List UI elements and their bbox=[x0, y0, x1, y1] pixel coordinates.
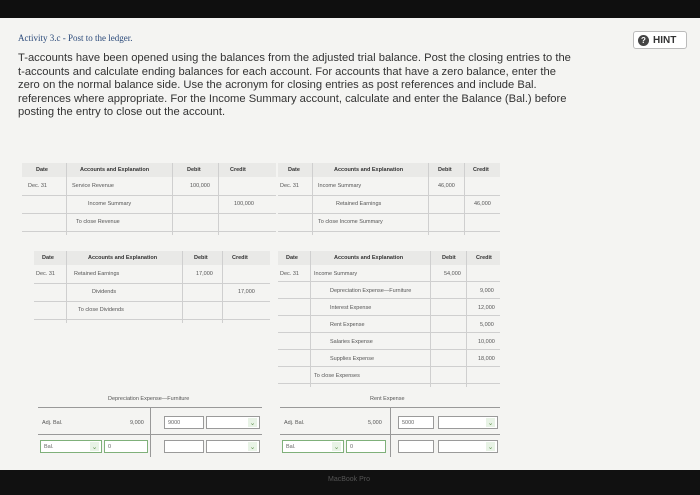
journal-credit: 5,000 bbox=[480, 322, 494, 328]
accounts-header: Accounts and Explanation bbox=[88, 255, 158, 261]
chevron-down-icon: ⌄ bbox=[91, 443, 98, 451]
credit-ref-select[interactable] bbox=[206, 416, 260, 429]
journal-explanation: To close Expenses bbox=[314, 373, 360, 379]
journal-close-dividends bbox=[34, 251, 270, 323]
hint-button[interactable] bbox=[633, 31, 687, 49]
journal-credit: 17,000 bbox=[238, 289, 255, 295]
journal-credit: 10,000 bbox=[478, 339, 495, 345]
journal-explanation: To close Revenue bbox=[76, 219, 120, 225]
t-account-rent bbox=[280, 394, 500, 464]
accounts-header: Accounts and Explanation bbox=[80, 167, 150, 173]
chevron-down-icon: ⌄ bbox=[249, 443, 256, 451]
debit-header: Debit bbox=[194, 255, 208, 261]
journal-credit: 46,000 bbox=[474, 201, 491, 207]
balance-ref-label: Bal. bbox=[44, 444, 54, 450]
balance-credit-ref-select[interactable] bbox=[206, 440, 260, 453]
journal-close-expenses bbox=[278, 251, 500, 387]
t-account-debit: 9,000 bbox=[130, 420, 144, 426]
journal-credit: 18,000 bbox=[478, 356, 495, 362]
journal-account: Income Summary bbox=[314, 271, 358, 277]
credit-amount-input[interactable]: 5000 bbox=[398, 416, 434, 429]
journal-date: Dec. 31 bbox=[280, 271, 299, 277]
journal-credit: 12,000 bbox=[478, 305, 495, 311]
date-header: Date bbox=[36, 167, 48, 173]
t-account-depreciation bbox=[38, 394, 262, 464]
debit-header: Debit bbox=[187, 167, 201, 173]
journal-account: Service Revenue bbox=[72, 183, 114, 189]
journal-account: Income Summary bbox=[88, 201, 132, 207]
t-account-debit: 5,000 bbox=[368, 420, 382, 426]
balance-credit-ref-select[interactable] bbox=[438, 440, 498, 453]
credit-header: Credit bbox=[473, 167, 489, 173]
journal-credit: 9,000 bbox=[480, 288, 494, 294]
balance-ref-label: Bal. bbox=[286, 444, 296, 450]
journal-account: Retained Earnings bbox=[74, 271, 120, 277]
chevron-down-icon: ⌄ bbox=[487, 443, 494, 451]
hint-label: HINT bbox=[653, 34, 677, 46]
journal-debit: 46,000 bbox=[438, 183, 455, 189]
activity-title: Activity 3.c - Post to the ledger. bbox=[18, 33, 133, 43]
journal-account: Depreciation Expense—Furniture bbox=[330, 288, 412, 294]
balance-debit-input[interactable]: 0 bbox=[104, 440, 148, 453]
instructions: T-accounts have been opened using the balances from the adjusted trial balance. Post the closing entries to the t-accounts and calculate ending balances for each account. For accounts that have a zero balance, enter the zero on the normal balance side. Use the acronym for closing entries as post references and include Bal. references where appropriate. For the Income Summary account, calculate and enter the Balance (Bal.) before posting the entry to close out the account. bbox=[18, 52, 571, 118]
journal-account: Rent Expense bbox=[330, 322, 365, 328]
credit-header: Credit bbox=[230, 167, 246, 173]
credit-header: Credit bbox=[232, 255, 248, 261]
credit-amount-input[interactable]: 9000 bbox=[164, 416, 204, 429]
accounts-header: Accounts and Explanation bbox=[334, 255, 404, 261]
question-icon: ? bbox=[638, 35, 649, 46]
journal-credit: 100,000 bbox=[234, 201, 254, 207]
screen bbox=[0, 18, 700, 470]
date-header: Date bbox=[286, 255, 298, 261]
balance-ref-select[interactable] bbox=[40, 440, 102, 453]
journal-account: Income Summary bbox=[318, 183, 362, 189]
date-header: Date bbox=[288, 167, 300, 173]
credit-header: Credit bbox=[476, 255, 492, 261]
journal-account: Interest Expense bbox=[330, 305, 372, 311]
credit-ref-select[interactable] bbox=[438, 416, 498, 429]
journal-explanation: To close Income Summary bbox=[318, 219, 383, 225]
balance-ref-select[interactable] bbox=[282, 440, 344, 453]
balance-debit-input[interactable]: 0 bbox=[346, 440, 386, 453]
journal-close-revenue bbox=[22, 163, 276, 235]
journal-account: Salaries Expense bbox=[330, 339, 373, 345]
accounts-header: Accounts and Explanation bbox=[334, 167, 404, 173]
journal-date: Dec. 31 bbox=[28, 183, 47, 189]
journal-debit: 17,000 bbox=[196, 271, 213, 277]
date-header: Date bbox=[42, 255, 54, 261]
journal-account: Retained Earnings bbox=[336, 201, 382, 207]
journal-date: Dec. 31 bbox=[280, 183, 299, 189]
journal-account: Supplies Expense bbox=[330, 356, 375, 362]
chevron-down-icon: ⌄ bbox=[487, 419, 494, 427]
balance-credit-input[interactable] bbox=[164, 440, 204, 453]
debit-header: Debit bbox=[438, 167, 452, 173]
debit-header: Debit bbox=[442, 255, 456, 261]
chevron-down-icon: ⌄ bbox=[249, 419, 256, 427]
t-account-title: Depreciation Expense—Furniture bbox=[108, 396, 190, 402]
chevron-down-icon: ⌄ bbox=[333, 443, 340, 451]
t-account-ref: Adj. Bal. bbox=[42, 420, 63, 426]
journal-debit: 54,000 bbox=[444, 271, 461, 277]
t-account-title: Rent Expense bbox=[370, 396, 405, 402]
journal-date: Dec. 31 bbox=[36, 271, 55, 277]
journal-account: Dividends bbox=[92, 289, 117, 295]
t-account-ref: Adj. Bal. bbox=[284, 420, 305, 426]
journal-explanation: To close Dividends bbox=[78, 307, 124, 313]
balance-credit-input[interactable] bbox=[398, 440, 434, 453]
watermark: MacBook Pro bbox=[328, 476, 371, 483]
journal-debit: 100,000 bbox=[190, 183, 210, 189]
journal-close-income-summary bbox=[278, 163, 500, 235]
